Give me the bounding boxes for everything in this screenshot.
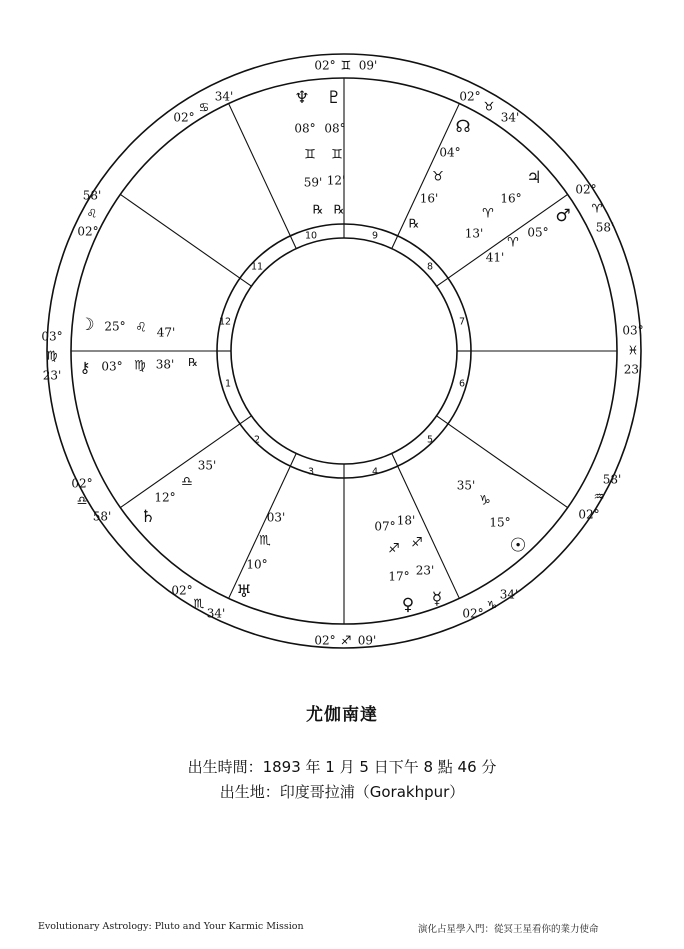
north-node-deg: 04° — [439, 145, 461, 160]
cusp-degree: 02° — [171, 583, 193, 598]
chart-name: 尤伽南達 — [306, 705, 378, 725]
jupiter-sign: ♈ — [482, 206, 494, 222]
north-node-retro: ℞ — [408, 216, 420, 231]
chiron-glyph: ⚷ — [79, 358, 91, 377]
mercury-min: 23' — [415, 563, 435, 578]
cusp-minute: 23' — [623, 362, 643, 377]
mercury-sign: ♐ — [411, 535, 423, 551]
house-ring-inner — [231, 238, 457, 464]
uranus-glyph: ♅ — [236, 582, 252, 602]
cusp-line — [448, 424, 568, 508]
neptune-glyph: ♆ — [294, 88, 310, 108]
venus-min: 18' — [396, 513, 416, 528]
pluto-glyph: ♇ — [326, 88, 342, 108]
cusp-sign-glyph: ♏ — [193, 596, 205, 611]
house-number-10: 10 — [304, 230, 318, 242]
cusp-sign-glyph: ♑ — [486, 598, 498, 613]
sun-glyph: ☉ — [509, 534, 527, 557]
chiron-sign: ♍ — [134, 358, 146, 374]
house-numbers — [219, 231, 465, 478]
cusp-degree: 02° — [575, 182, 597, 197]
cusp-line — [120, 194, 240, 278]
house-number-1: 1 — [224, 378, 232, 390]
pluto-retro: ℞ — [333, 202, 345, 217]
cusp-minute: 58' — [595, 220, 615, 235]
cusp-sign-glyph: ♋ — [198, 100, 210, 115]
cusp-degree: 02° — [314, 58, 336, 73]
chiron-retro: ℞ — [188, 356, 198, 369]
neptune-sign: ♊ — [304, 147, 316, 163]
cusp-minute: 34' — [500, 110, 520, 125]
cusp-sign-glyph: ♉ — [483, 99, 495, 114]
birth-time: 出生時間：1893 年 1 月 5 日下午 8 點 46 分 — [187, 758, 497, 776]
house-number-9: 9 — [371, 230, 379, 242]
cusp-sign-glyph: ♐ — [340, 633, 352, 648]
cusp-sign-glyph: ♊ — [340, 58, 352, 73]
cusp-tick — [240, 278, 251, 286]
footer-book-title-zh: 演化占星學入門：從冥王星看你的業力使命 — [418, 924, 599, 935]
cusp-sign-glyph: ♍ — [46, 348, 58, 363]
cusp-minute: 58' — [602, 472, 622, 487]
cusp-degree: 02° — [71, 476, 93, 491]
cusp-tick — [290, 236, 296, 249]
pluto-deg: 08° — [324, 121, 346, 136]
cusp-degree: 02° — [173, 110, 195, 125]
pluto-min: 12' — [326, 173, 346, 188]
cusp-minute: 58' — [92, 509, 112, 524]
cusp-sign-glyph: ♒ — [593, 489, 605, 504]
house-cusp-lines — [71, 78, 617, 624]
cusp-sign-glyph: ♌ — [86, 206, 98, 221]
cusp-degree: 02° — [462, 606, 484, 621]
uranus-sign: ♏ — [259, 533, 271, 549]
cusp-sign-glyph: ♓ — [627, 343, 639, 358]
saturn-glyph: ♄ — [140, 507, 156, 527]
cusp-degree: 02° — [314, 633, 336, 648]
cusp-tick — [437, 416, 448, 424]
cusp-minute: 23' — [42, 368, 62, 383]
mars-glyph: ♂ — [555, 206, 571, 226]
cusp-minute: 34' — [499, 587, 519, 602]
mars-deg: 05° — [527, 225, 549, 240]
north-node-sign: ♉ — [432, 169, 444, 185]
chiron-min: 38' — [155, 357, 175, 372]
cusp-line — [398, 104, 460, 236]
mercury-deg: 17° — [388, 569, 410, 584]
jupiter-min: 13' — [464, 226, 484, 241]
footer-book-title-en: Evolutionary Astrology: Pluto and Your Karmic Mission — [38, 921, 304, 932]
mars-sign: ♈ — [507, 235, 519, 251]
uranus-min: 03' — [266, 510, 286, 525]
cusp-line — [229, 104, 291, 236]
cusp-sign-glyph: ♈ — [591, 201, 603, 216]
house-number-4: 4 — [371, 466, 379, 478]
pluto-sign: ♊ — [331, 147, 343, 163]
saturn-min: 35' — [197, 458, 217, 473]
moon-min: 47' — [156, 325, 176, 340]
neptune-retro: ℞ — [312, 202, 324, 217]
sun-sign: ♑ — [479, 493, 491, 509]
moon-deg: 25° — [104, 319, 126, 334]
house-number-3: 3 — [307, 466, 315, 478]
jupiter-glyph: ♃ — [526, 168, 542, 188]
house-number-2: 2 — [253, 434, 261, 446]
cusp-tick — [392, 236, 398, 249]
cusp-tick — [240, 416, 251, 424]
cusp-degree: 02° — [578, 507, 600, 522]
birth-place: 出生地：印度哥拉浦（Gorakhpur） — [219, 783, 465, 801]
mars-min: 41' — [485, 250, 505, 265]
neptune-deg: 08° — [294, 121, 316, 136]
cusp-degree: 02° — [459, 89, 481, 104]
cusp-minute: 09' — [357, 633, 377, 648]
house-number-6: 6 — [458, 378, 466, 390]
cusp-tick — [290, 453, 296, 466]
cusp-minute: 34' — [214, 89, 234, 104]
cusp-degree: 03° — [41, 329, 63, 344]
north-node-min: 16' — [419, 191, 439, 206]
sun-min: 35' — [456, 478, 476, 493]
saturn-deg: 12° — [154, 490, 176, 505]
jupiter-deg: 16° — [500, 191, 522, 206]
cusp-degree: 02° — [77, 224, 99, 239]
neptune-min: 59' — [303, 175, 323, 190]
house-number-7: 7 — [458, 316, 466, 328]
cusp-sign-glyph: ♎ — [76, 493, 88, 508]
cusp-tick — [437, 278, 448, 286]
saturn-sign: ♎ — [181, 474, 193, 490]
cusp-minute: 58' — [82, 188, 102, 203]
cusp-minute: 34' — [206, 606, 226, 621]
house-number-8: 8 — [426, 261, 434, 273]
moon-sign: ♌ — [135, 320, 147, 336]
cusp-minute: 09' — [358, 58, 378, 73]
house-number-11: 11 — [250, 261, 264, 273]
house-number-12: 12 — [218, 316, 232, 328]
cusp-degree: 03° — [622, 323, 644, 338]
mercury-glyph: ☿ — [431, 589, 443, 609]
venus-sign: ♐ — [388, 541, 400, 557]
house-number-5: 5 — [426, 434, 434, 446]
sun-deg: 15° — [489, 515, 511, 530]
uranus-deg: 10° — [246, 557, 268, 572]
venus-glyph: ♀ — [401, 595, 415, 615]
cusp-line — [229, 466, 291, 598]
chiron-deg: 03° — [101, 359, 123, 374]
cusp-line — [120, 424, 240, 508]
cusp-tick — [392, 453, 398, 466]
north-node-glyph: ☊ — [455, 117, 471, 137]
venus-deg: 07° — [374, 519, 396, 534]
moon-glyph: ☽ — [79, 315, 95, 335]
